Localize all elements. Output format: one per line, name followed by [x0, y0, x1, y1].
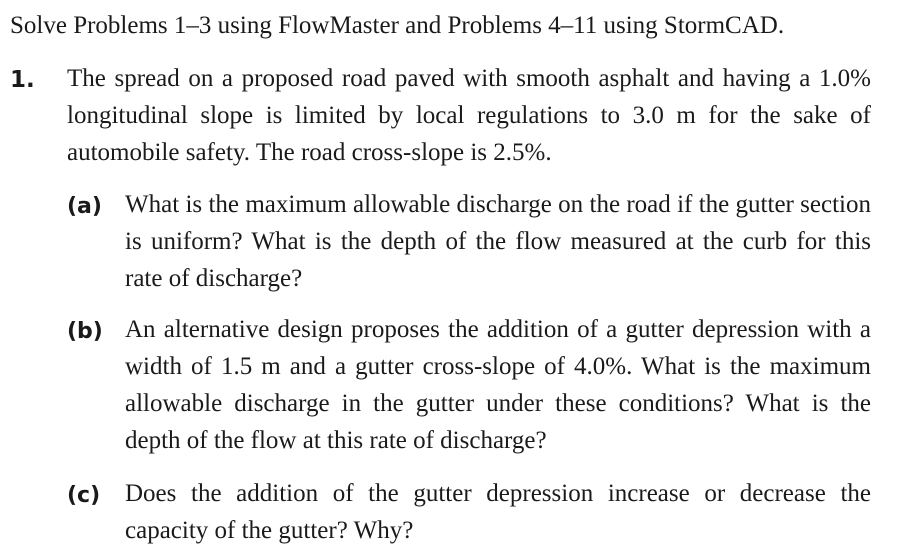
part-b-question: An alternative design proposes the addition of a gutter depression with a width of 1.5 m and a gutter cross-slope of 4.0%. What is the maximum allowable discharge in the gutter under these conditions? What is the depth of the flow at this rate of discharge?	[125, 316, 871, 454]
part-a-question: What is the maximum allowable discharge on the road if the gutter section is uniform? What is the depth of the flow measured at the curb for this rate of discharge?	[125, 191, 871, 292]
problem-number: 1.	[10, 67, 35, 93]
part-b-label: (b)	[67, 319, 103, 344]
intro-instructions: Solve Problems 1–3 using FlowMaster and Problems 4–11 using StormCAD.	[10, 12, 785, 39]
problem-statement: The spread on a proposed road paved with smooth asphalt and having a 1.0% longitudinal slope is limited by local regulations to 3.0 m for the sake of automobile safety. The road cross-slope is 2.5%.	[67, 65, 871, 166]
part-c-label: (c)	[67, 483, 101, 508]
part-a-label: (a)	[67, 194, 102, 219]
part-c-question: Does the addition of the gutter depression increase or decrease the capacity of the gutter? Why?	[125, 480, 871, 544]
